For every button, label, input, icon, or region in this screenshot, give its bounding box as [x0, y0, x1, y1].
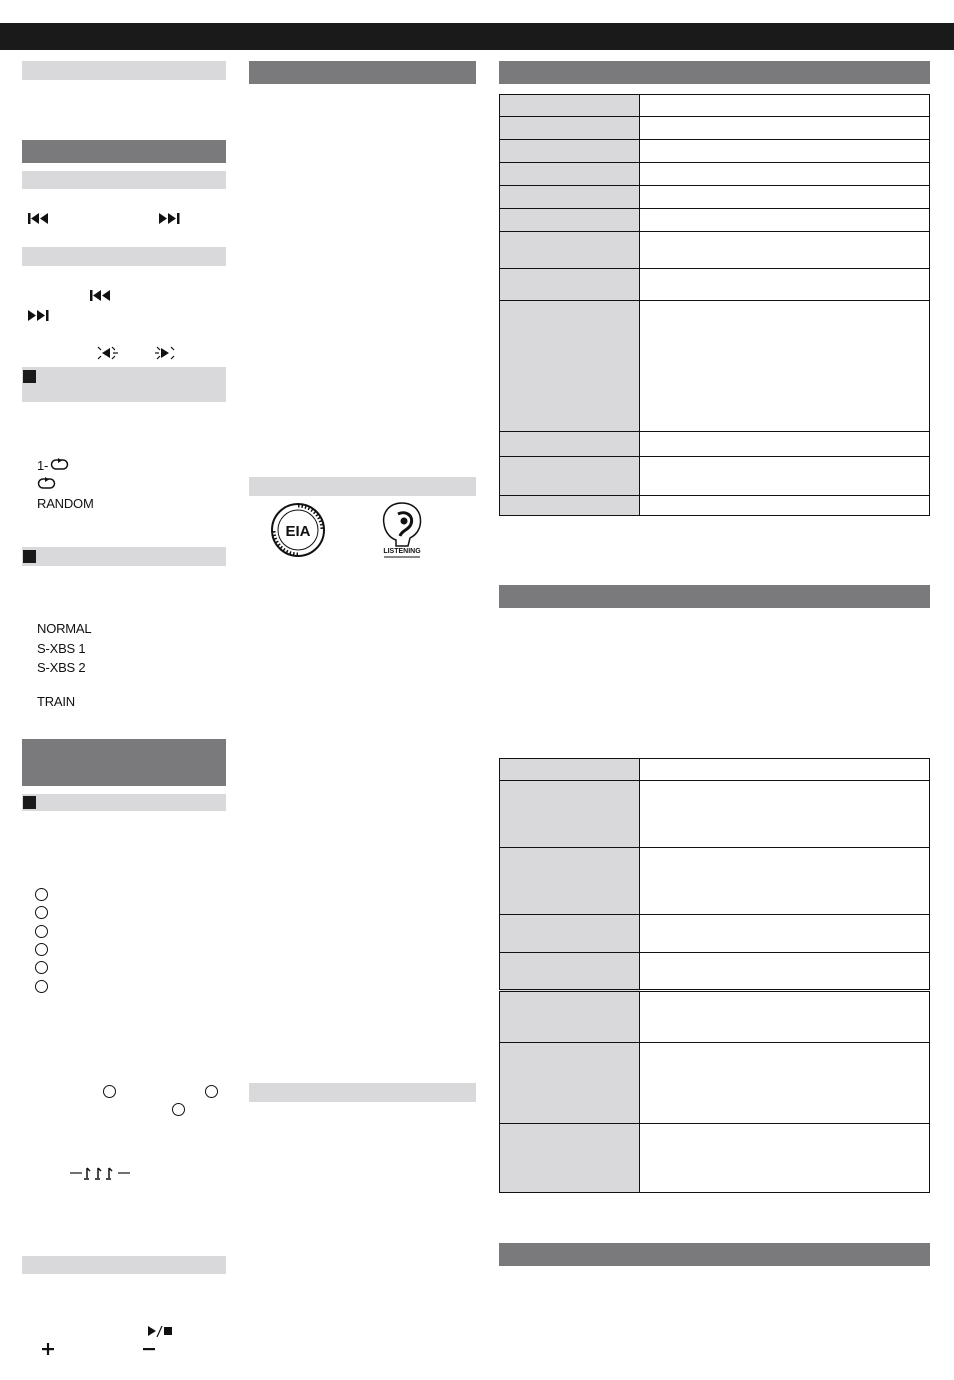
random-label: RANDOM	[37, 496, 94, 511]
section-subheader-tall	[22, 367, 226, 402]
listening-logo	[378, 500, 426, 560]
spec-table-2	[499, 758, 930, 1193]
section-header	[499, 61, 930, 84]
table-row	[500, 1043, 930, 1124]
section-header	[249, 61, 476, 84]
eia-logo-text: EIA	[285, 523, 311, 540]
section-subheader	[22, 171, 226, 189]
table-row	[500, 117, 930, 140]
table-row	[500, 1124, 930, 1193]
repeat-icon	[50, 458, 70, 471]
bullet-square	[23, 370, 36, 383]
table-row	[500, 496, 930, 516]
section-subheader	[22, 61, 226, 80]
minus-icon	[143, 1343, 155, 1355]
skip-back-icon	[90, 290, 112, 301]
eia-logo	[271, 503, 325, 557]
step-circle	[35, 925, 48, 938]
sound-train-label: TRAIN	[37, 694, 76, 709]
step-circle	[205, 1085, 218, 1098]
table-row	[500, 991, 930, 1043]
table-row	[500, 781, 930, 848]
table-row	[500, 209, 930, 232]
section-header-tall	[22, 739, 226, 786]
top-header-bar	[0, 23, 954, 50]
table-row	[500, 140, 930, 163]
table-row	[500, 163, 930, 186]
table-row	[500, 186, 930, 209]
step-circle	[172, 1103, 185, 1116]
step-circle	[35, 943, 48, 956]
display-indicator-icon	[70, 1165, 130, 1181]
step-circle	[35, 980, 48, 993]
play-stop-icon	[148, 1326, 174, 1337]
skip-forward-icon	[159, 213, 181, 224]
repeat-icon	[37, 477, 57, 490]
table-row	[500, 432, 930, 457]
sound-normal-label: NORMAL	[37, 621, 92, 636]
table-row	[500, 301, 930, 432]
step-circle	[103, 1085, 116, 1098]
repeat-one-label: 1-	[37, 458, 49, 473]
section-subheader	[249, 477, 476, 496]
table-row	[500, 953, 930, 991]
section-subheader	[249, 1083, 476, 1102]
sound-sxbs1-label: S-XBS 1	[37, 641, 86, 656]
section-subheader	[22, 547, 226, 566]
bullet-square	[23, 796, 36, 809]
blinking-next-icon	[152, 345, 178, 361]
table-row	[500, 915, 930, 953]
section-header	[499, 1243, 930, 1266]
section-subheader	[22, 794, 226, 811]
section-header	[499, 585, 930, 608]
section-subheader	[22, 247, 226, 266]
skip-back-icon	[28, 213, 50, 224]
step-circle	[35, 961, 48, 974]
section-subheader	[22, 1256, 226, 1274]
spec-table-1	[499, 94, 930, 516]
table-row	[500, 95, 930, 117]
section-header	[22, 140, 226, 163]
skip-forward-icon	[28, 310, 50, 321]
listening-logo-text: LISTENING	[383, 548, 421, 555]
table-row	[500, 232, 930, 269]
step-circle	[35, 906, 48, 919]
blinking-prev-icon	[95, 345, 121, 361]
step-circle	[35, 888, 48, 901]
table-row	[500, 848, 930, 915]
table-row	[500, 759, 930, 781]
bullet-square	[23, 550, 36, 563]
plus-icon	[42, 1343, 54, 1355]
sound-sxbs2-label: S-XBS 2	[37, 660, 86, 675]
table-row	[500, 457, 930, 496]
table-row	[500, 269, 930, 301]
